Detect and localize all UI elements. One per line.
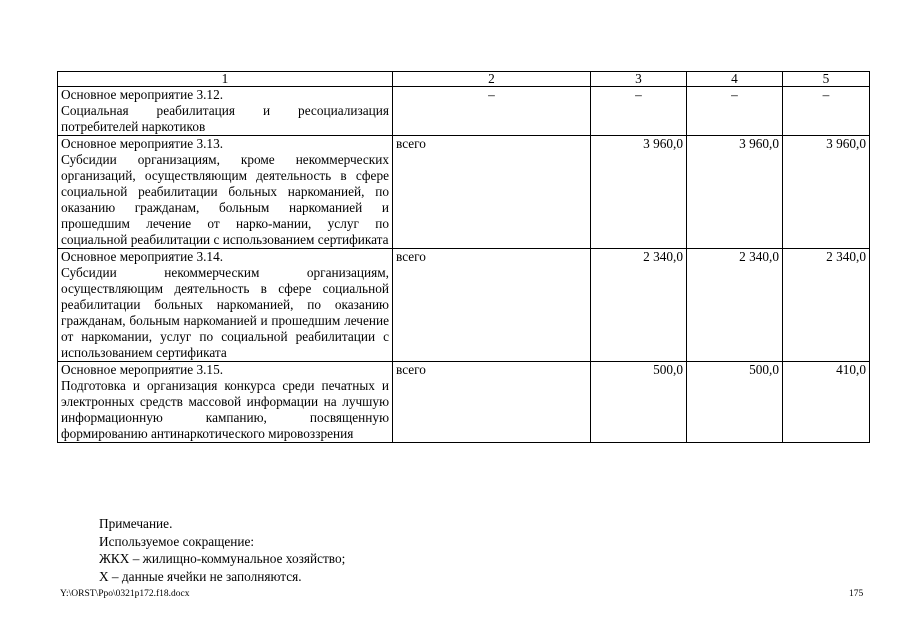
funding-type-cell: всего	[393, 362, 591, 443]
measure-text: Субсидии организациям, кроме некоммерческих организаций, осуществляющим деятельность в сфере социальной реабилитации больных наркоманией, по оказанию гражданам, больным наркоманией и прошедшим лечение от нарко-мании, услуг по социальной реабилитации с использованием сертификата	[61, 152, 389, 247]
value-cell: 3 960,0	[687, 136, 783, 249]
table-row	[58, 87, 870, 136]
value-cell: 3 960,0	[591, 136, 687, 249]
measure-description-cell	[58, 362, 393, 443]
table-row	[58, 362, 870, 443]
column-header: 5	[783, 72, 870, 87]
value-cell: 2 340,0	[591, 249, 687, 362]
note-line: ЖКХ – жилищно-коммунальное хозяйство;	[99, 551, 346, 566]
measure-text: Субсидии некоммерческим организациям, осуществляющим деятельность в сфере социальной реабилитации больных наркоманией, по оказанию гражданам, больным наркоманией и прошедшим лечение от наркомании, услуг по социальной реабилитации с использованием сертификата	[61, 265, 389, 360]
column-header: 4	[687, 72, 783, 87]
notes-block	[99, 515, 345, 585]
value-cell: –	[783, 87, 870, 136]
measure-text: Социальная реабилитация и ресоциализация потребителей наркотиков	[61, 103, 389, 134]
value-cell: 2 340,0	[783, 249, 870, 362]
measure-title: Основное мероприятие 3.13.	[61, 136, 224, 151]
measure-description-cell	[58, 87, 393, 136]
note-line: Используемое сокращение:	[99, 533, 255, 549]
value-cell: 500,0	[687, 362, 783, 443]
funding-type-cell: всего	[393, 249, 591, 362]
table-header-row	[58, 72, 870, 87]
note-line: Х – данные ячейки не заполняются.	[99, 568, 302, 584]
value-cell: –	[591, 87, 687, 136]
measure-description-cell	[58, 249, 393, 362]
footer-file-path: Y:\ORST\Ppo\0321p172.f18.docx	[60, 589, 190, 599]
measure-title: Основное мероприятие 3.14.	[61, 249, 224, 264]
measures-table	[57, 71, 870, 443]
value-cell: –	[393, 87, 591, 136]
column-header: 2	[393, 72, 591, 87]
measure-text: Подготовка и организация конкурса среди печатных и электронных средств массовой информации на лучшую информационную кампанию, посвященную формированию антинаркотического мировоззрения	[61, 378, 389, 441]
value-cell: 2 340,0	[687, 249, 783, 362]
funding-type-cell: всего	[393, 136, 591, 249]
note-heading: Примечание.	[99, 516, 173, 531]
footer-page-number: 175	[849, 589, 864, 599]
value-cell: 410,0	[783, 362, 870, 443]
measure-title: Основное мероприятие 3.15.	[61, 362, 224, 377]
column-header: 3	[591, 72, 687, 87]
column-header: 1	[58, 72, 393, 87]
measure-title: Основное мероприятие 3.12.	[61, 87, 224, 102]
table-row	[58, 249, 870, 362]
table-row	[58, 136, 870, 249]
value-cell: –	[687, 87, 783, 136]
measure-description-cell	[58, 136, 393, 249]
value-cell: 500,0	[591, 362, 687, 443]
value-cell: 3 960,0	[783, 136, 870, 249]
